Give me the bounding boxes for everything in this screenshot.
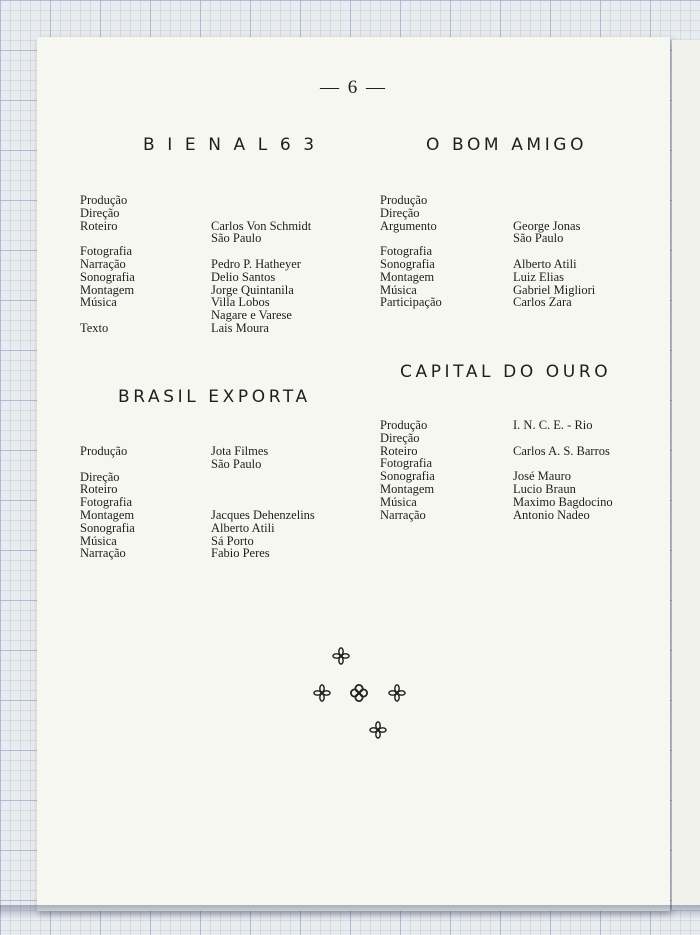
credit-name: Alberto Atili [211,520,275,535]
credit-name: Carlos Zara [513,295,572,310]
credit-role: Argumento [380,218,437,233]
credit-name: Gabriel Migliori [513,282,596,297]
credits-o-bom-amigo [380,194,595,309]
credit-row [380,496,613,509]
page-shadow [0,905,700,919]
credit-role: Montagem [380,481,435,496]
credit-role: Produção [80,193,128,207]
credits-bienal-63 [80,194,311,335]
credit-name: Carlos A. S. Barros [513,443,610,458]
credit-row [80,207,311,220]
credit-name: Lucio Braun [513,481,576,496]
credit-row [380,419,613,432]
section-title-o-bom-amigo: O BOM AMIGO [426,135,588,155]
credit-role: Música [80,295,117,310]
credit-name: Fabio Peres [211,546,270,561]
next-page-edge [672,40,700,910]
credit-role: Montagem [80,282,135,297]
credit-row [380,296,595,309]
credit-row [380,432,613,445]
credit-role: Fotografia [380,456,433,471]
credit-role: Participação [380,295,442,310]
credit-row [80,309,311,322]
flower-icon [388,684,406,702]
credit-role: Produção [80,444,128,458]
credit-name: José Mauro [513,469,571,484]
credit-name: Carlos Von Schmidt [211,218,312,233]
credit-role: Música [380,282,417,297]
credits-capital-do-ouro [380,419,613,521]
credit-role: Direção [380,205,420,220]
credit-name: Jacques Dehenzelins [211,507,315,522]
credit-name: São Paulo [513,231,564,246]
credit-name: Maximo Bagdocino [513,494,613,509]
credit-row [380,194,595,207]
credit-row [80,458,315,471]
credit-role: Música [380,494,417,509]
credit-name: Villa Lobos [211,295,270,310]
credit-role: Montagem [380,269,435,284]
credit-name: Delio Santos [211,269,276,284]
credit-row [80,445,315,458]
credit-role: Texto [80,320,109,335]
credit-name: Jorge Quintanila [211,282,294,297]
credit-role: Fotografia [80,244,133,259]
credit-role: Narração [80,546,126,561]
credit-role: Fotografia [380,244,433,259]
credit-name: Alberto Atili [513,256,577,271]
credit-role: Montagem [80,507,135,522]
credit-role: Fotografia [80,495,133,510]
page-number: — 6 — [320,77,387,98]
credit-name: Jota Filmes [211,444,269,458]
credit-role: Narração [380,507,426,522]
credit-row [80,220,311,233]
credit-role: Direção [380,430,420,445]
section-title-brasil-exporta: BRASIL EXPORTA [118,387,311,407]
credit-row [80,322,311,335]
credit-role: Roteiro [80,218,118,233]
credit-name: Luiz Elias [513,269,565,284]
credit-row [80,509,315,522]
section-title-bienal-63: B I E N A L 6 3 [143,135,318,155]
credit-role: Sonografia [380,256,435,271]
flower-icon [313,684,331,702]
credit-role: Direção [80,469,120,484]
credit-row [380,207,595,220]
section-title-capital-do-ouro: CAPITAL DO OURO [400,362,612,382]
flower-icon [332,647,350,665]
credit-name: Lais Moura [211,320,269,335]
credit-name: Sá Porto [211,533,254,548]
credit-role [80,458,211,471]
credit-row [80,258,311,271]
credits-brasil-exporta [80,445,315,560]
credit-role: Roteiro [380,443,418,458]
credit-row [80,522,315,535]
credit-role: Roteiro [80,482,118,497]
credit-name: Pedro P. Hatheyer [211,256,301,271]
credit-row [380,271,595,284]
credit-name: Antonio Nadeo [513,507,590,522]
credit-name: São Paulo [211,231,262,246]
credit-role: Produção [380,418,428,432]
booklet-page [37,37,670,911]
credit-role: Narração [80,256,126,271]
credit-name: Nagare e Varese [211,308,292,323]
flower-icon [369,721,387,739]
credit-name: São Paulo [211,456,262,471]
credit-role: Produção [380,193,428,207]
flower-icon [349,683,369,703]
credit-role: Sonografia [380,469,435,484]
credit-name: I. N. C. E. - Rio [513,418,593,432]
credit-row [80,547,315,560]
credit-role: Sonografia [80,269,135,284]
credit-role: Sonografia [80,520,135,535]
credit-row [380,509,613,522]
credit-role: Direção [80,205,120,220]
credit-row [380,483,613,496]
credit-row [380,258,595,271]
credit-role: Música [80,533,117,548]
credit-name: George Jonas [513,218,581,233]
credit-row [80,194,311,207]
credit-row [80,271,311,284]
